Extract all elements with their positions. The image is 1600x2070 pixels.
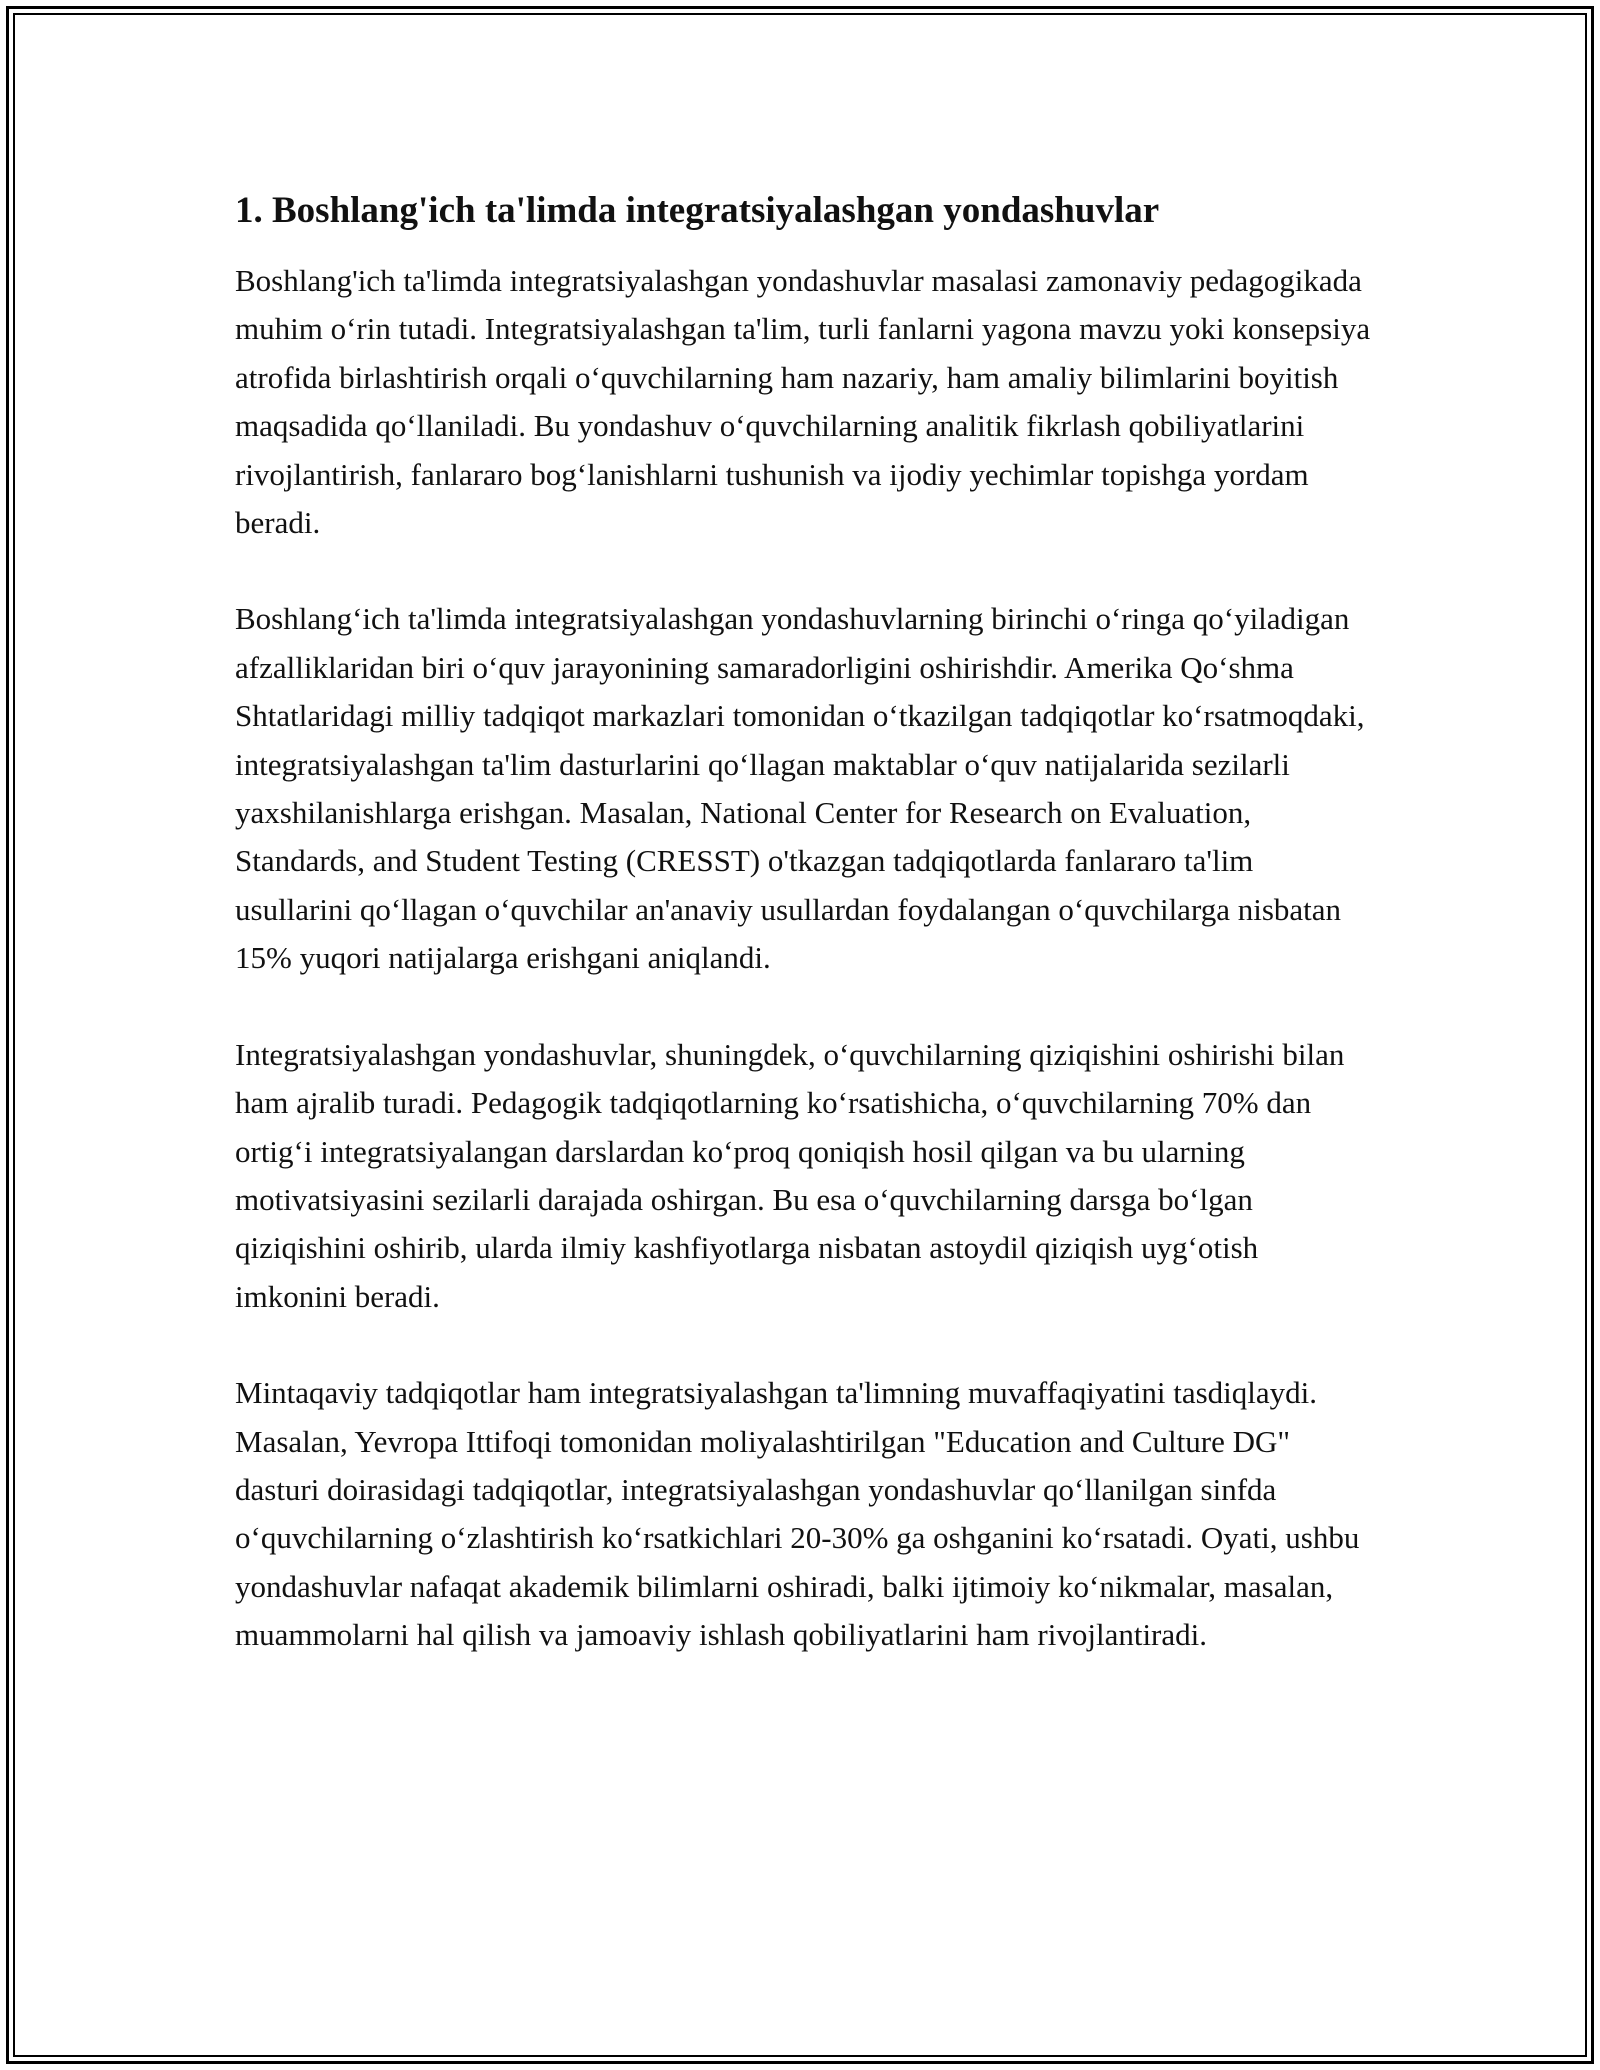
paragraph-3: Integratsiyalashgan yondashuvlar, shuningdek, o‘quvchilarning qiziqishini oshirishi bilan ham ajralib turadi. Pedagogik tadqiqotlarning ko‘rsatishicha, o‘quvchilarning 70% dan ortig‘i integratsiyalangan darslardan ko‘proq qoniqish hosil qilgan va bu ularning motivatsiyasini sezilarli darajada oshirgan. Bu esa o‘quvchilarning darsga bo‘lgan qiziqishini oshirib, ularda ilmiy kashfiyotlarga nisbatan astoydil qiziqish uyg‘otish imkonini beradi. bbox=[235, 1036, 1345, 1314]
paragraph-4: Mintaqaviy tadqiqotlar ham integratsiyalashgan ta'limning muvaffaqiyatini tasdiqlaydi. Masalan, Yevropa Ittifoqi tomonidan moliyalashtirilgan "Education and Culture DG" dasturi doirasidagi tadqiqotlar, integratsiyalashgan yondashuvlar qo‘llanilgan sinfda o‘quvchilarning o‘zlashtirish ko‘rsatkichlari 20-30% ga oshganini ko‘rsatadi. Oyati, ushbu yondashuvlar nafaqat akademik bilimlarni oshiradi, balki ijtimoiy ko‘nikmalar, masalan, muammolarni hal qilish va jamoaviy ishlash qobiliyatlarini ham rivojlantiradi. bbox=[235, 1375, 1360, 1653]
document-body bbox=[235, 185, 1375, 1708]
section-heading: 1. Boshlang'ich ta'limda integratsiyalashgan yondashuvlar bbox=[235, 190, 1160, 231]
paragraph-1: Boshlang'ich ta'limda integratsiyalashgan yondashuvlar masalasi zamonaviy pedagogikada muhim o‘rin tutadi. Integratsiyalashgan ta'lim, turli fanlarni yagona mavzu yoki konsepsiya atrofida birlashtirish orqali o‘quvchilarning ham nazariy, ham amaliy bilimlarini boyitish maqsadida qo‘llaniladi. Bu yondashuv o‘quvchilarning analitik fikrlash qobiliyatlarini rivojlantirish, fanlararo bog‘lanishlarni tushunish va ijodiy yechimlar topishga yordam beradi. bbox=[235, 263, 1371, 541]
paragraph-2: Boshlang‘ich ta'limda integratsiyalashgan yondashuvlarning birinchi o‘ringa qo‘yiladigan afzalliklaridan biri o‘quv jarayonining samaradorligini oshirishdir. Amerika Qo‘shma Shtatlaridagi milliy tadqiqot markazlari tomonidan o‘tkazilgan tadqiqotlar ko‘rsatmoqdaki, integratsiyalashgan ta'lim dasturlarini qo‘llagan maktablar o‘quv natijalarida sezilarli yaxshilanishlarga erishgan. Masalan, National Center for Research on Evaluation, Standards, and Student Testing (CRESST) o'tkazgan tadqiqotlarda fanlararo ta'lim usullarini qo‘llagan o‘quvchilar an'anaviy usullardan foydalangan o‘quvchilarga nisbatan 15% yuqori natijalarga erishgani aniqlandi. bbox=[235, 601, 1365, 976]
